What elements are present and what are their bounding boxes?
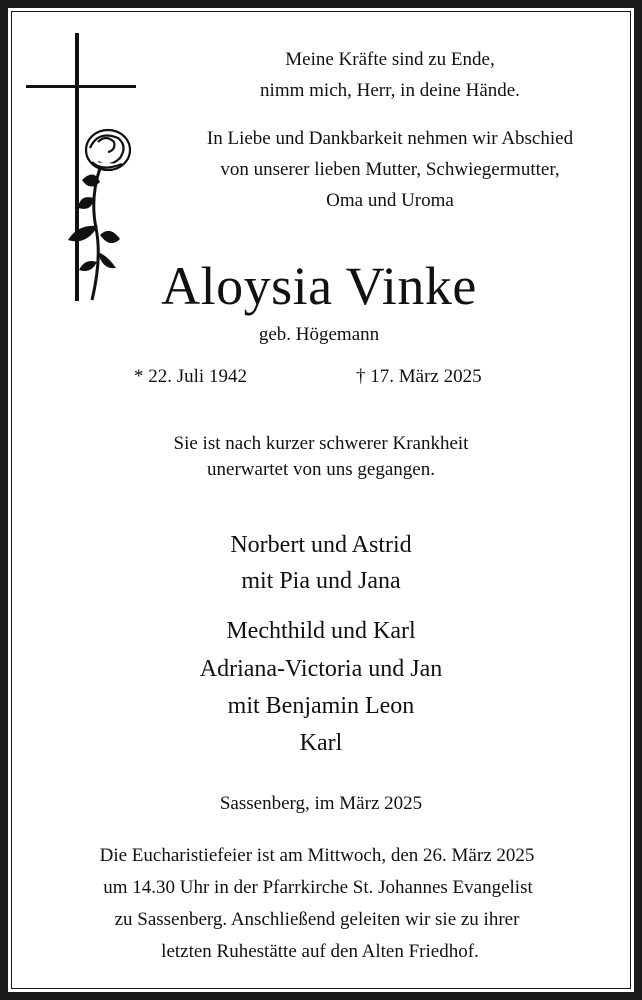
- verse-line: Meine Kräfte sind zu Ende,: [285, 49, 495, 70]
- verse-line: nimm mich, Herr, in deine Hände.: [260, 80, 520, 101]
- birth-name: geb. Högemann: [258, 324, 380, 345]
- service-line: zu Sassenberg. Anschließend geleiten wir sie zu ihrer: [114, 909, 520, 930]
- deceased-name: Aloysia Vinke: [161, 256, 477, 316]
- birth-date: * 22. Juli 1942: [134, 366, 247, 387]
- service-line: um 14.30 Uhr in der Pfarrkirche St. Johannes Evangelist: [103, 877, 533, 898]
- mourner-line: Karl: [299, 730, 343, 756]
- service-line: Die Eucharistiefeier ist am Mittwoch, den 26. März 2025: [99, 845, 535, 866]
- circumstance-line: Sie ist nach kurzer schwerer Krankheit: [173, 433, 469, 454]
- intro-line: von unserer lieben Mutter, Schwiegermutter,: [220, 159, 560, 180]
- mourner-line: Adriana-Victoria und Jan: [199, 656, 443, 682]
- place-date: Sassenberg, im März 2025: [219, 793, 423, 814]
- mourner-line: mit Benjamin Leon: [227, 693, 415, 719]
- mourner-line: Mechthild und Karl: [226, 618, 416, 644]
- circumstance-line: unerwartet von uns gegangen.: [207, 459, 435, 480]
- mourner-line: Norbert und Astrid: [230, 532, 412, 558]
- intro-line: Oma und Uroma: [326, 190, 454, 211]
- intro-line: In Liebe und Dankbarkeit nehmen wir Abschied: [206, 128, 574, 149]
- death-date: † 17. März 2025: [356, 366, 482, 387]
- mourner-line: mit Pia und Jana: [241, 568, 401, 594]
- service-line: letzten Ruhestätte auf den Alten Friedhof.: [161, 941, 479, 962]
